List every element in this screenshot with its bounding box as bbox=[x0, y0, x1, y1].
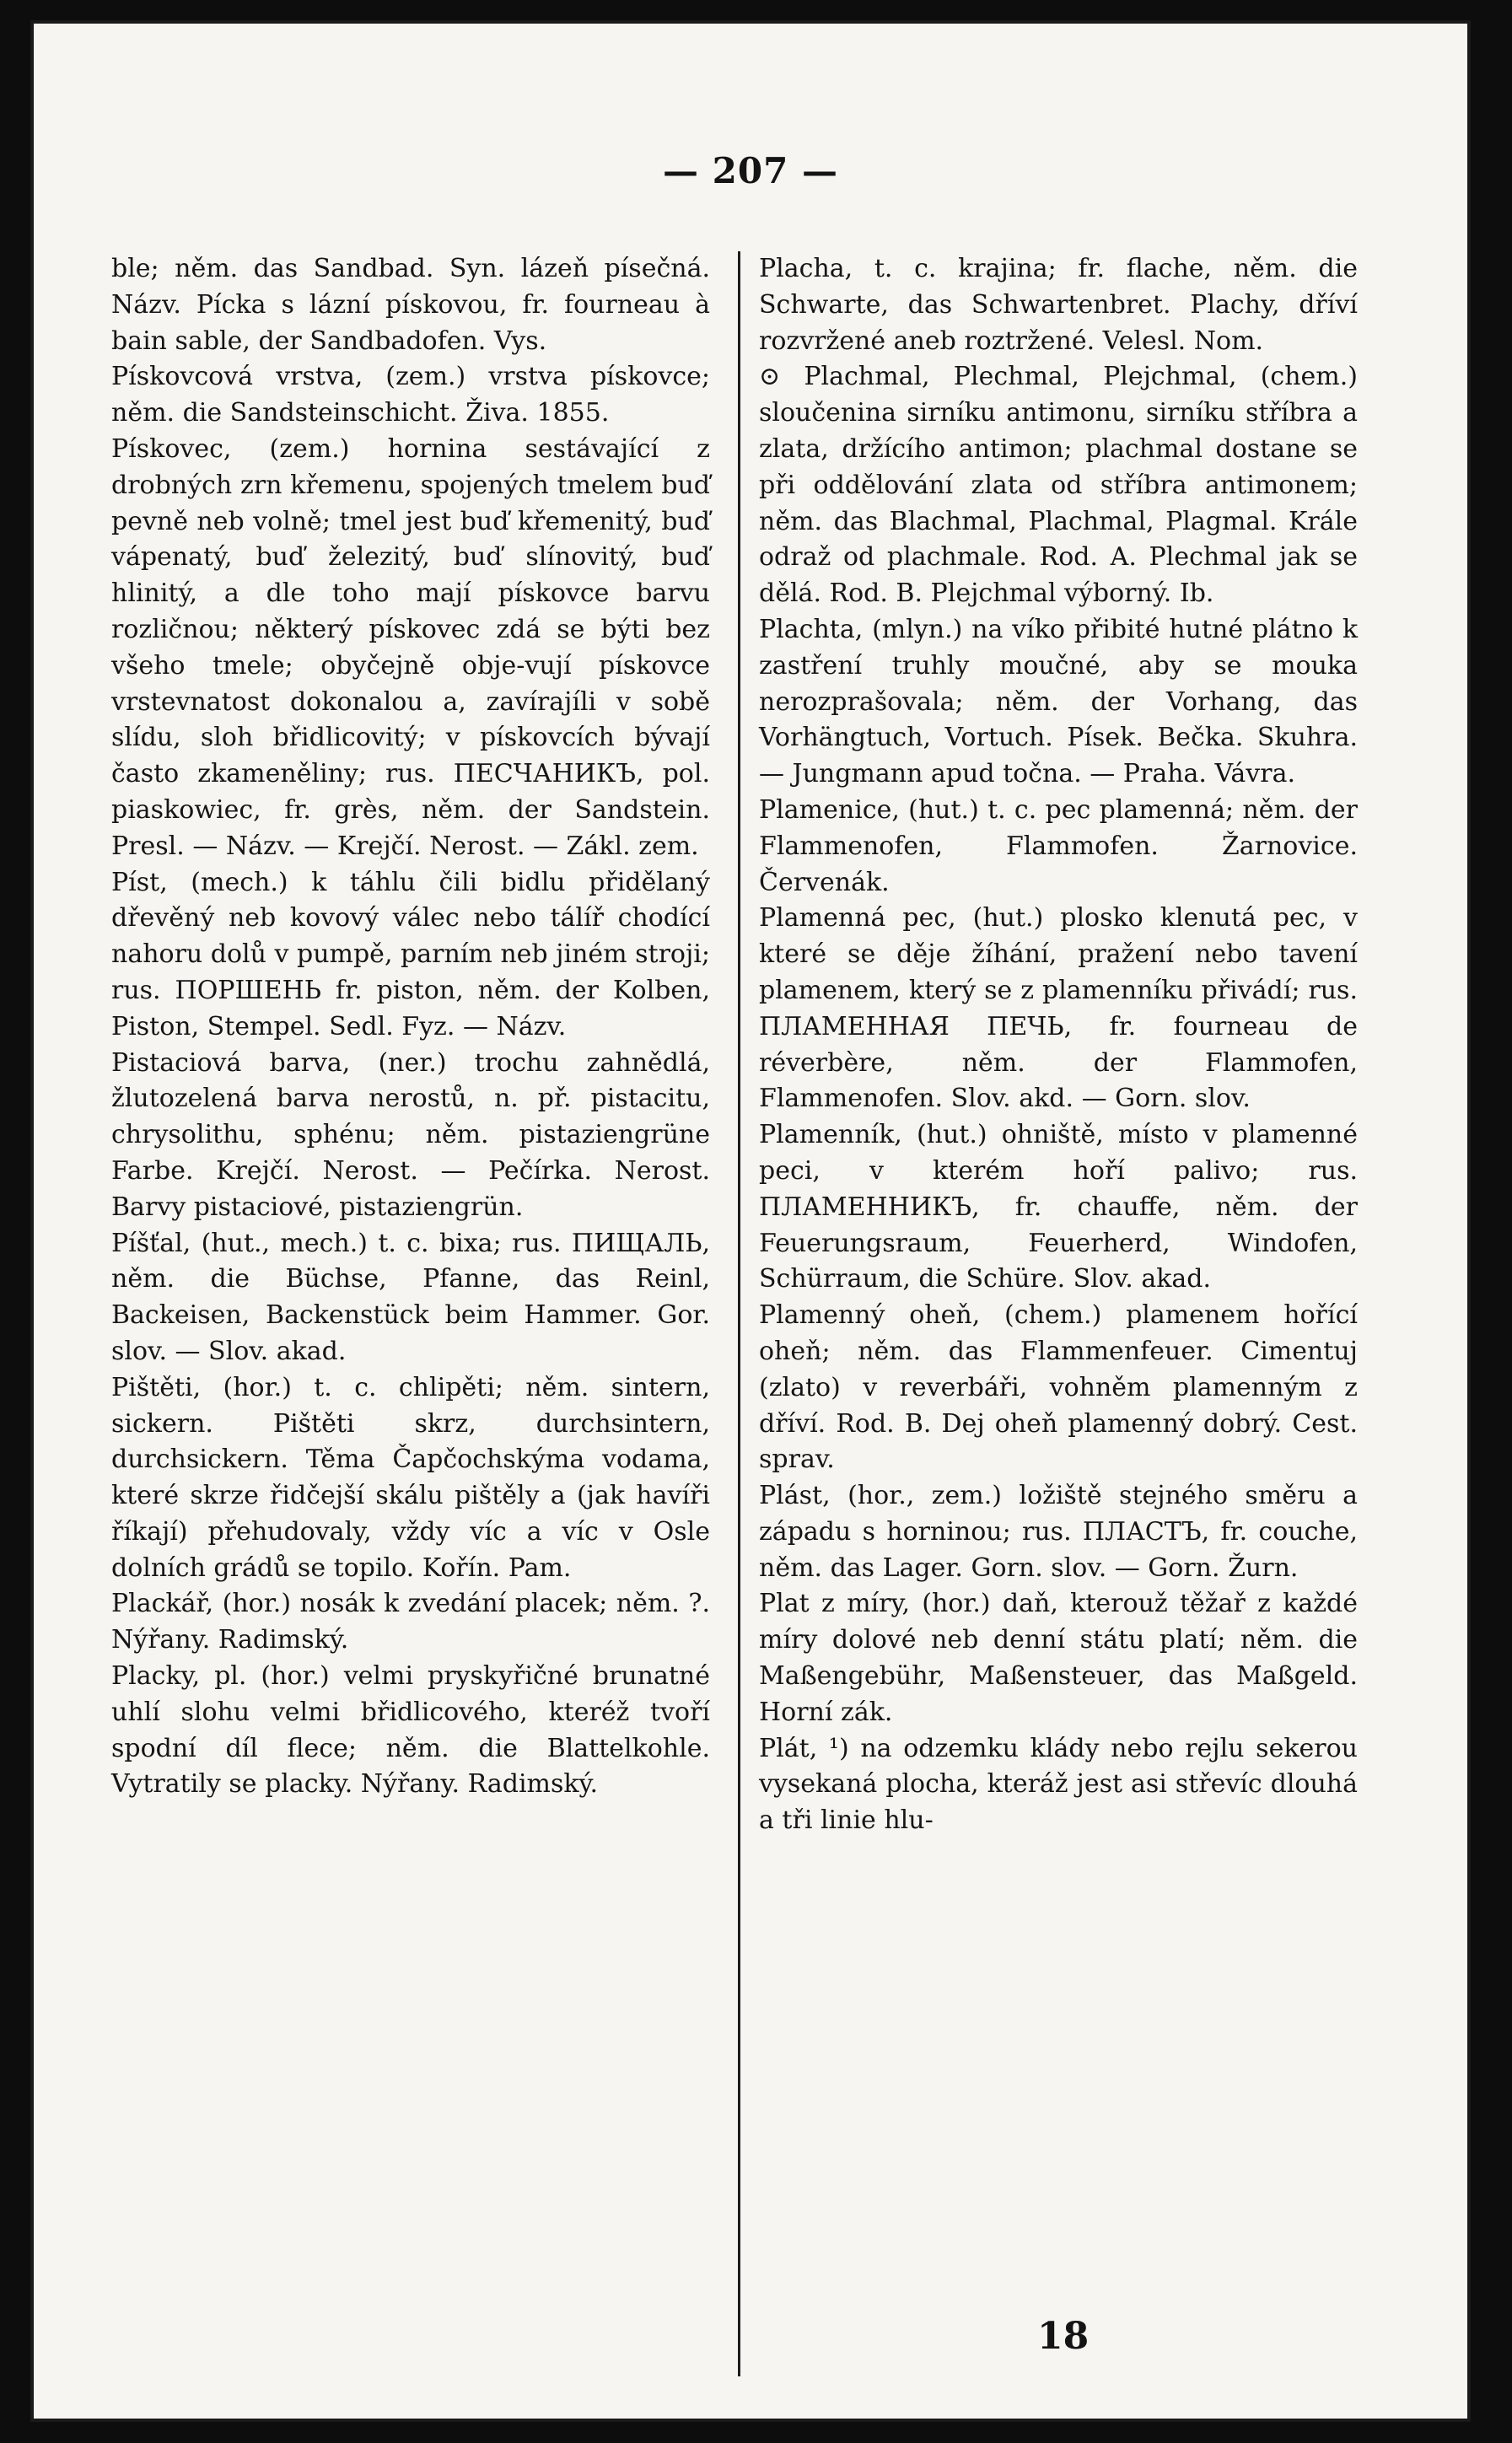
dictionary-entry: Píšťal, (hut., mech.) t. c. bixa; rus. ПИЩАЛЬ, něm. die Büchse, Pfanne, das Reinl, Backeisen, Backenstück beim Hammer. Gor. slov. — Slov. akad. bbox=[111, 1228, 710, 1366]
dictionary-entry: Plást, (hor., zem.) ložiště stejného směru a západu s horninou; rus. ПЛАСТЪ, fr. couche, něm. das Lager. Gorn. slov. — Gorn. Žurn. bbox=[759, 1481, 1358, 1583]
dictionary-entry: Plamenník, (hut.) ohniště, místo v plamenné peci, v kterém hoří palivo; rus. ПЛАМЕННИКЪ, fr. chauffe, něm. der Feuerungsraum, Feuerherd, Windofen, Schürraum, die Schüre. Slov. akad. bbox=[759, 1120, 1358, 1294]
dictionary-entry: Pištěti, (hor.) t. c. chlipěti; něm. sintern, sickern. Pištěti skrz, durchsintern, durchsickern. Těma Čapčochskýma vodama, které skrze řidčejší skálu pištěly a (jak havíři říkají) přehudovaly, vždy víc a víc v Osle dolních grádů se topilo. Kořín. Pam. bbox=[111, 1372, 710, 1583]
dictionary-entry: Plamenná pec, (hut.) plosko klenutá pec, v které se děje žíhání, pražení nebo tavení plamenem, který se z plamenníku přivádí; rus. ПЛАМЕННАЯ ПЕЧЬ, fr. fourneau de réverbère, něm. der Flammofen, Flammenofen. Slov. akd. — Gorn. slov. bbox=[759, 903, 1358, 1114]
signature-mark: 18 bbox=[1037, 2315, 1090, 2358]
dictionary-page bbox=[34, 24, 1467, 2419]
dictionary-entry: Plamenice, (hut.) t. c. pec plamenná; něm. der Flammenofen, Flammofen. Žarnovice. Červenák. bbox=[759, 794, 1358, 897]
dictionary-entry: Pistaciová barva, (ner.) trochu zahnědlá, žlutozelená barva nerostů, n. př. pistacitu, chrysolithu, sphénu; něm. pistaziengrüne Farbe. Krejčí. Nerost. — Pečírka. Nerost. Barvy pistaciové, pistaziengrün. bbox=[111, 1047, 710, 1222]
dictionary-entry: Píst, (mech.) k táhlu čili bidlu přidělaný dřevěný neb kovový válec nebo tálíř chodící nahoru dolů v pumpě, parním neb jiném stroji; rus. ПОРШЕНЬ fr. piston, něm. der Kolben, Piston, Stempel. Sedl. Fyz. — Názv. bbox=[111, 867, 710, 1041]
dictionary-entry: Placky, pl. (hor.) velmi pryskyřičné brunatné uhlí slohu velmi břidlicového, kteréž tvoří spodní díl flece; něm. die Blattelkohle. Vytratily se placky. Nýřany. Radimský. bbox=[111, 1661, 710, 1800]
dictionary-entry: Plát, ¹) na odzemku klády nebo rejlu sekerou vysekaná plocha, kteráž jest asi střevíc dlouhá a tři linie hlu- bbox=[759, 1733, 1358, 1836]
dictionary-entry: Plat z míry, (hor.) daň, kterouž těžař z každé míry dolové neb denní státu platí; něm. die Maßengebühr, Maßensteuer, das Maßgeld. Horní zák. bbox=[759, 1589, 1358, 1727]
dictionary-entry: Pískovec, (zem.) hornina sestávající z drobných zrn křemenu, spojených tmelem buď pevně neb volně; tmel jest buď křemenitý, buď vápenatý, buď železitý, buď slínovitý, buď hlinitý, a dle toho mají pískovce barvu rozličnou; některý pískovec zdá se býti bez všeho tmele; obyčejně obje-vují pískovce vrstevnatost dokonalou a, zavírajíli v sobě slídu, sloh břidlicovitý; v pískovcích bývají často zkameněliny; rus. ПЕСЧАНИКЪ, pol. piaskowiec, fr. grès, něm. der Sandstein. Presl. — Názv. — Krejčí. Nerost. — Zákl. zem. bbox=[111, 433, 710, 861]
left-column bbox=[111, 251, 710, 1803]
dictionary-entry: Plamenný oheň, (chem.) plamenem hořící oheň; něm. das Flammenfeuer. Cimentuj (zlato) v reverbáři, vohněm plamenným z dříví. Rod. B. Dej oheň plamenný dobrý. Cest. sprav. bbox=[759, 1300, 1358, 1475]
dictionary-entry: ⊙ Plachmal, Plechmal, Plejchmal, (chem.) sloučenina sirníku antimonu, sirníku stříbra a zlata, držícího antimon; plachmal dostane se při oddělování zlata od stříbra antimonem; něm. das Blachmal, Plachmal, Plagmal. Krále odraž od plachmale. Rod. A. Plechmal jak se dělá. Rod. B. Plejchmal výborný. Ib. bbox=[759, 362, 1358, 609]
dictionary-entry: ble; něm. das Sandbad. Syn. lázeň písečná. Názv. Pícka s lázní pískovou, fr. fourneau à bain sable, der Sandbadofen. Vys. bbox=[111, 254, 710, 356]
dictionary-entry: Placha, t. c. krajina; fr. flache, něm. die Schwarte, das Schwartenbret. Plachy, dříví rozvržené aneb roztržené. Velesl. Nom. bbox=[759, 254, 1358, 356]
dictionary-entry: Plackář, (hor.) nosák k zvedání placek; něm. ?. Nýřany. Radimský. bbox=[111, 1589, 710, 1655]
column-divider bbox=[738, 251, 740, 2376]
dictionary-entry: Pískovcová vrstva, (zem.) vrstva pískovce; něm. die Sandsteinschicht. Živa. 1855. bbox=[111, 362, 710, 428]
right-column bbox=[759, 251, 1358, 1839]
dictionary-entry: Plachta, (mlyn.) na víko přibité hutné plátno k zastření truhly moučné, aby se mouka nerozprašovala; něm. der Vorhang, das Vorhängtuch, Vortuch. Písek. Bečka. Skuhra. — Jungmann apud točna. — Praha. Vávra. bbox=[759, 614, 1358, 789]
page-number: — 207 — bbox=[663, 150, 838, 191]
